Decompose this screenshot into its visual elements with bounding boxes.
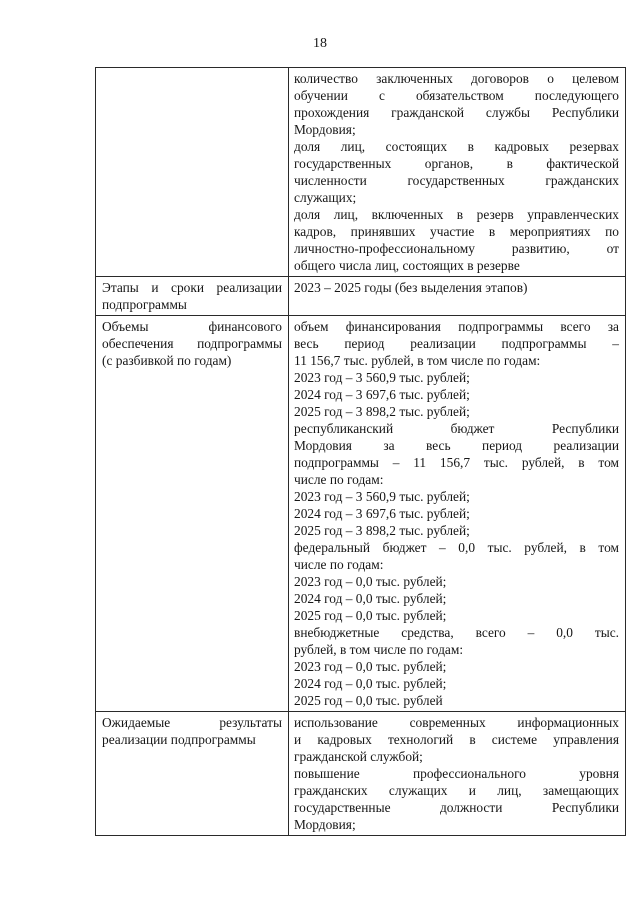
row-label (96, 277, 289, 316)
content-line: 2023 год – 3 560,9 тыс. рублей; (294, 370, 470, 385)
label-line: (с разбивкой по годам) (102, 353, 232, 368)
content-line: числе по годам: (294, 557, 384, 572)
page-number: 18 (313, 36, 327, 51)
content-line: Мордовия за весь период реализации (294, 438, 619, 453)
content-line: доля лиц, состоящих в кадровых резервах (294, 139, 619, 154)
row-content (289, 316, 626, 712)
content-line: государственные должности Республики (294, 800, 619, 815)
content-line: численности государственных гражданских (294, 173, 619, 188)
row-content (289, 277, 626, 316)
content-line: 2024 год – 0,0 тыс. рублей; (294, 591, 447, 606)
table-row-targets (96, 68, 626, 277)
content-line: доля лиц, включенных в резерв управленческих (294, 207, 619, 222)
label-line: Этапы и сроки реализации (102, 280, 282, 295)
content-line: 2023 – 2025 годы (без выделения этапов) (294, 280, 528, 295)
content-line: Мордовия; (294, 817, 356, 832)
content-line: 2023 год – 0,0 тыс. рублей; (294, 659, 447, 674)
label-line: обеспечения подпрограммы (102, 336, 282, 351)
label-line: реализации подпрограммы (102, 732, 256, 747)
content-line: 2024 год – 3 697,6 тыс. рублей; (294, 506, 470, 521)
content-line: 2023 год – 3 560,9 тыс. рублей; (294, 489, 470, 504)
table-row-stages (96, 277, 626, 316)
content-line: использование современных информационных (294, 715, 619, 730)
content-line: общего числа лиц, состоящих в резерве (294, 258, 520, 273)
content-line: 2025 год – 0,0 тыс. рублей; (294, 608, 447, 623)
content-line: обучении с обязательством последующего (294, 88, 619, 103)
content-line: повышение профессионального уровня (294, 766, 619, 781)
content-line: прохождения гражданской службы Республики (294, 105, 619, 120)
content-line: 2025 год – 3 898,2 тыс. рублей; (294, 523, 470, 538)
content-line: и кадровых технологий в системе управления (294, 732, 619, 747)
row-label (96, 712, 289, 836)
table-row-funding (96, 316, 626, 712)
content-line: рублей, в том числе по годам: (294, 642, 464, 657)
content-line: 2024 год – 0,0 тыс. рублей; (294, 676, 447, 691)
content-line: федеральный бюджет – 0,0 тыс. рублей, в том (294, 540, 619, 555)
row-content (289, 712, 626, 836)
content-line: 2024 год – 3 697,6 тыс. рублей; (294, 387, 470, 402)
table-row-expected-results (96, 712, 626, 836)
row-content (289, 68, 626, 277)
content-line: внебюджетные средства, всего – 0,0 тыс. (294, 625, 619, 640)
content-line: объем финансирования подпрограммы всего за (294, 319, 619, 334)
subprogram-passport-table (95, 67, 626, 836)
content-line: гражданской службой; (294, 749, 423, 764)
row-label (96, 68, 289, 277)
label-line: Ожидаемые результаты (102, 715, 282, 730)
label-line: подпрограммы (102, 297, 187, 312)
content-line: личностно-профессиональному развитию, от (294, 241, 619, 256)
content-line: 2025 год – 0,0 тыс. рублей (294, 693, 443, 708)
content-line: 2025 год – 3 898,2 тыс. рублей; (294, 404, 470, 419)
content-line: Мордовия; (294, 122, 356, 137)
label-line: Объемы финансового (102, 319, 282, 334)
content-line: государственных органов, в фактической (294, 156, 619, 171)
content-line: 11 156,7 тыс. рублей, в том числе по годам: (294, 353, 541, 368)
content-line: весь период реализации подпрограммы – (294, 336, 619, 351)
content-line: подпрограммы – 11 156,7 тыс. рублей, в том (294, 455, 619, 470)
content-line: 2023 год – 0,0 тыс. рублей; (294, 574, 447, 589)
row-label (96, 316, 289, 712)
content-line: гражданских служащих и лиц, замещающих (294, 783, 619, 798)
content-line: кадров, принявших участие в мероприятиях по (294, 224, 619, 239)
content-line: числе по годам: (294, 472, 384, 487)
content-line: количество заключенных договоров о целевом (294, 71, 619, 86)
content-line: республиканский бюджет Республики (294, 421, 619, 436)
content-line: служащих; (294, 190, 357, 205)
